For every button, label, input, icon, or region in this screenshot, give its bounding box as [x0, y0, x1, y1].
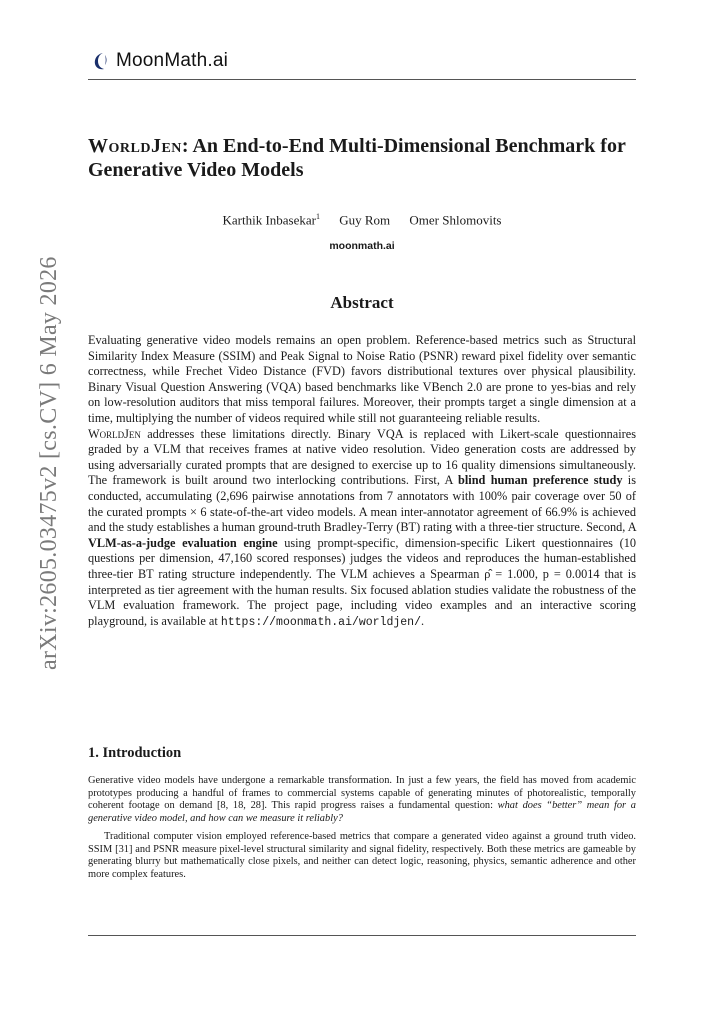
- abstract-text: .: [420, 613, 425, 628]
- intro-paragraph: [88, 775, 636, 825]
- abstract-heading: Abstract: [330, 293, 394, 312]
- affiliation: moonmath.ai: [329, 240, 395, 252]
- abstract-paragraph: Evaluating generative video models remains an open problem. Reference-based metrics such as Structural Similarity Index Measure (SSIM) and Peak Signal to Noise Ratio (PSNR) reward pixel fidelity over semantic correctness, while Frechet Video Distance (FVD) favors distributional textures over physical plausibility. Binary Visual Question Answering (VQA) based benchmarks like VBench 2.0 are prone to yes-bias and rely on low-resolution auditors that miss temporal failures. Moreover, their prompts target a single dimension at a time, multiplying the number of videos required while still not guaranteeing reliable results.: [88, 333, 636, 425]
- section-heading: 1. Introduction: [88, 745, 182, 761]
- framework-name: WorldJen: [88, 426, 141, 441]
- moon-logo-icon: [90, 51, 110, 71]
- header-rule: [88, 79, 636, 80]
- abstract-body: [88, 333, 636, 630]
- abstract-text: using prompt-specific, dimension-specific Likert questionnaires (10 questions per dimension, 47,160 scored responses) judges the videos and reproduces the human-established three-tier BT rating structure independently. The VLM achieves a Spearman ρ̂ = 1.000, p = 0.0014 that is interpreted as tier agreement with the human results. Six focused ablation studies validate the robustness of the VLM evaluation framework. The project page, including video examples and an interactive scoring playground, is available at: [88, 535, 636, 628]
- bold-term: blind human preference study: [458, 473, 623, 488]
- author-name: Omer Shlomovits: [409, 212, 502, 228]
- arxiv-stamp: arXiv:2605.03475v2 [cs.CV] 6 May 2026: [36, 256, 62, 670]
- bold-term: VLM-as-a-judge evaluation engine: [88, 535, 278, 550]
- author-name: Guy Rom: [339, 212, 391, 228]
- logo-text: MoonMath.ai: [116, 50, 229, 71]
- site-logo: [90, 50, 228, 72]
- abstract-paragraph: [88, 427, 636, 631]
- abstract-text: addresses these limitations directly. Binary VQA is replaced with Likert-scale questionnaires graded by a VLM that receives frames at native video resolution. Video generation costs are addressed by using adversarially curated prompts that are designed to exercise up to 16 quality dimensions simultaneously. The framework is built around two interlocking contributions. First, A: [88, 426, 636, 488]
- footer-rule: [88, 935, 636, 936]
- intro-emphasis: what does “better” mean for a generative video model, and how can we measure it reliably?: [88, 800, 636, 824]
- intro-text: Generative video models have undergone a remarkable transformation. In just a few years, the field has moved from academic prototypes producing a handful of frames to commercial systems capable of generating minutes of photorealistic, temporally coherent footage on demand [8, 18, 28]. This rapid progress raises a fundamental question:: [88, 775, 636, 811]
- abstract-text: is conducted, accumulating (2,696 pairwise annotations from 7 annotators with 100% pair coverage over 50 of the curated prompts × 6 state-of-the-art video models. A mean inter-annotator agreement of 66.9% is achieved and the study establishes a human ground-truth Bradley-Terry (BT) rating with a three-tier structure. Second, A: [88, 473, 636, 535]
- intro-body: [88, 775, 636, 887]
- intro-paragraph: Traditional computer vision employed reference-based metrics that compare a generated video against a ground truth video. SSIM [31] and PSNR measure pixel-level structural similarity and signal fidelity, respectively. Both these metrics are gameable by generating blurry but mathematically close pixels, and neither can detect logic, reasoning, physics, semantic adherence and other more complex features.: [88, 831, 636, 880]
- author-name: Karthik Inbasekar: [222, 212, 316, 228]
- author-affil-mark: 1: [315, 212, 320, 221]
- project-url-link[interactable]: https://moonmath.ai/worldjen/: [220, 615, 421, 629]
- title-rest: : An End-to-End Multi-Dimensional Benchmark for Generative Video Models: [88, 135, 626, 181]
- author-list: [88, 212, 636, 228]
- title-name: WorldJen: [88, 135, 182, 157]
- paper-title: [88, 134, 648, 182]
